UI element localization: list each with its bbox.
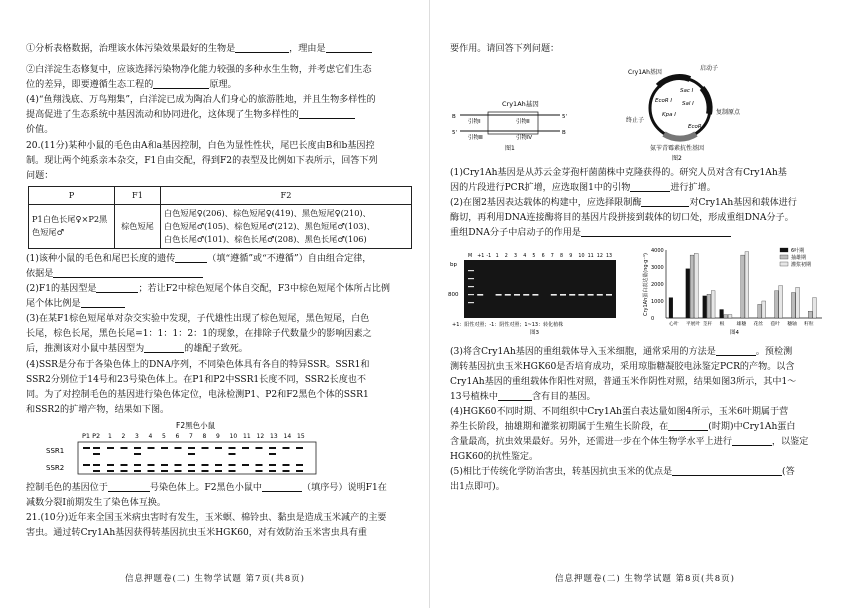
gel-band: [283, 470, 290, 472]
fig4-y-tick-label: 3000: [651, 264, 664, 271]
fig2-label: EcoR Ⅰ: [688, 124, 706, 131]
gel-band: [121, 464, 128, 466]
q20-stem-line: 制。现让两个纯系亲本杂交，F1自由交配，得到F2的表型及比例如下表所示，回答下列: [26, 155, 378, 166]
fig3-band: [560, 294, 566, 296]
answer-blank[interactable]: [153, 78, 209, 89]
answer-blank[interactable]: [53, 267, 203, 278]
answer-blank[interactable]: [299, 108, 355, 119]
fig4-bar: [690, 255, 694, 318]
fig4-bar: [779, 285, 783, 317]
fig4-bar: [758, 304, 762, 318]
answer-blank[interactable]: [235, 42, 289, 53]
text-line: (4)HGK60不同时期、不同组织中Cry1Ah蛋白表达量如图4所示，玉米6叶期属于营: [450, 406, 789, 417]
fig3-lane-label: 5: [532, 253, 536, 259]
text-line: 位的差异，即要遵循生态工程的 原理。: [26, 80, 237, 91]
fig2-plasmid: [626, 64, 741, 162]
fig3-lane-label: M: [468, 253, 473, 259]
fig3-caption: 图3: [530, 329, 539, 336]
fig4-bar: [808, 311, 812, 318]
gel-lane-number: 10: [229, 432, 238, 440]
fig3-lane-label: 2: [504, 253, 508, 259]
fig3-band: [468, 270, 474, 271]
answer-blank[interactable]: [630, 181, 670, 192]
fig2-caption: 图2: [672, 155, 682, 163]
gel-band: [148, 470, 155, 472]
fig1-primer-label: 引物Ⅳ: [516, 135, 533, 142]
gel-band: [121, 470, 128, 472]
fig3-band: [514, 294, 520, 296]
text-line: Cry1Ah基因的重组载体作阳性对照，普通玉米作阴性对照，结果如图3所示，其中1～: [450, 376, 797, 387]
fig1-primer-label: 引物Ⅱ: [516, 119, 530, 126]
gel-band: [107, 464, 114, 466]
figures-1-2-svg: [450, 60, 830, 164]
fig3-band: [588, 294, 594, 296]
fig2-label: 启动子: [700, 65, 719, 73]
fig3-gel: [448, 253, 616, 336]
gel-bands: [83, 447, 303, 472]
text-line: 重组DNA分子中启动子的作用是: [450, 226, 830, 241]
fig3-band: [496, 294, 502, 296]
gel-band: [229, 464, 236, 466]
gel-band: [215, 464, 222, 466]
gel-band: [148, 464, 155, 466]
gel-lane-number: 13: [270, 432, 278, 440]
answer-blank[interactable]: [581, 226, 731, 237]
cell-f2: 白色短尾♀(206)、棕色短尾♀(419)、黑色短尾♀(210)、 白色短尾♂(105)、棕色短尾♂(212)、黑色短尾♂(103)、 白色长尾♂(101)、棕色长尾♂(208)、黑色长尾♂(106): [161, 204, 412, 248]
gel-lane-number: 9: [216, 432, 220, 440]
gel-band: [283, 464, 290, 466]
page-footer-right: 信息押题卷(二) 生物学试题 第8页(共8页): [555, 574, 735, 584]
gel-lane-number: 1: [108, 432, 112, 440]
fig4-caption: 图4: [730, 329, 739, 336]
answer-blank[interactable]: [498, 390, 532, 401]
text-line: 测转基因抗虫玉米HGK60是否培育成功，采用琼脂糖凝胶电泳鉴定PCR的产物。以含: [450, 361, 795, 372]
fig4-legend-swatch: [780, 255, 788, 259]
fig1-end-label: B: [452, 114, 456, 121]
answer-blank[interactable]: [81, 297, 125, 308]
gel-band: [296, 470, 303, 472]
text-line: 依据是: [26, 267, 416, 282]
gel-band: [256, 470, 263, 472]
text-line: 后，推测该对小鼠中基因型为 的雄配子致死。: [26, 344, 248, 355]
fig2-label: Cry1Ah基因: [628, 69, 662, 77]
fig1-primer-label: 引物Ⅰ: [468, 119, 481, 126]
gel-band: [93, 464, 100, 466]
fig3-bp-label: bp: [450, 261, 457, 268]
gel-band: [202, 464, 209, 466]
q19-item1-line: ①分析表格数据，治理该水体污染效果最好的生物是 ，理由是: [26, 42, 416, 57]
gel-band: [229, 447, 236, 449]
text-line: 因的片段进行PCR扩增，应选取图1中的引物 进行扩增。: [450, 183, 716, 194]
text-line: (4)“鱼翔浅底、万鸟翔集”，白洋淀已成为陶冶人们身心的旅游胜地，并且生物多样性的: [26, 95, 376, 106]
gel-band: [188, 453, 195, 455]
gel-band: [161, 447, 168, 449]
fig4-bar: [813, 297, 817, 317]
fig3-band: [597, 294, 603, 296]
text-line: 长尾，棕色长尾，黑色长尾=1：1：1：2：1的现象，在排除子代数量少的影响因素之: [26, 329, 372, 340]
text-line: 提高促进了生态系统中基因流动和协同进化，这体现了生物多样性的: [26, 108, 416, 123]
fig1-end-label: 5': [452, 130, 458, 137]
gel-lane-numbers: [108, 433, 305, 440]
gel-row-ssr1: SSR1: [46, 446, 65, 455]
fig4-category-label: 花丝: [753, 321, 764, 327]
gel-band: [269, 464, 276, 466]
gel-band: [283, 447, 290, 449]
fig3-lane-label: 10: [578, 253, 585, 259]
figures-3-4-svg: [450, 244, 830, 342]
fig3-lane-label: 3: [514, 253, 518, 259]
fig4-bar: [720, 309, 724, 318]
fig3-lane-label: 8: [560, 253, 564, 259]
gel-band: [256, 464, 263, 466]
gel-band: [148, 447, 155, 449]
text-line: 含量最高，抗虫效果最好。另外，还需进一步在个体生物学水平上进行 ，以鉴定: [450, 437, 809, 448]
fig4-bar: [724, 314, 728, 317]
fig3-band: [468, 278, 474, 279]
fig3-band: [532, 294, 538, 296]
table-row: [29, 204, 412, 248]
q20-stem-line: 20.(11分)某种小鼠的毛色由A和a基因控制，白色为显性性状，尾巴长度由B和b基因控: [26, 140, 375, 151]
text-line: 养生长阶段，抽雄期和灌浆初期属于生殖生长阶段，在 (时期)中Cry1Ah蛋白: [450, 422, 796, 433]
fig4-category-label: 平展叶: [685, 321, 701, 327]
gel-band: [188, 447, 195, 449]
fig2-label: EcoR Ⅰ: [655, 98, 673, 105]
gel-band: [229, 470, 236, 472]
fig4-category-label: 籽粒: [804, 321, 814, 327]
fig4-bar-chart: [642, 247, 822, 336]
gel-band: [296, 464, 303, 466]
gel-band: [175, 464, 182, 466]
fig2-label: Sal Ⅰ: [682, 101, 694, 108]
fig3-lane-label: 11: [587, 253, 594, 259]
text-line: (4)SSR是分布于各染色体上的DNA序列，不同染色体具有各自的特异SSR。SSR1和: [26, 359, 370, 370]
gel-row-ssr2: SSR2: [46, 463, 65, 472]
fig3-marker-label: 800: [448, 291, 459, 298]
gel-frame: [78, 442, 316, 474]
text-line: (3)将含Cry1Ah基因的重组载体导入玉米细胞，通常采用的方法是 。预检测: [450, 346, 793, 357]
answer-blank[interactable]: [262, 481, 302, 492]
q21-stem-line: 害虫。通过转Cry1Ah基因获得转基因抗虫玉米HGK60，对有效防治玉米害虫具有重: [26, 528, 368, 539]
fig2-label: 终止子: [626, 117, 645, 125]
gel-band: [175, 470, 182, 472]
fig3-band: [606, 294, 612, 296]
gel-band: [242, 447, 249, 449]
fig3-band: [468, 286, 474, 287]
gel-band: [83, 464, 90, 466]
fig3-lane-label: -1: [486, 253, 492, 259]
text-line: 出1点即可)。: [450, 482, 505, 493]
answer-blank[interactable]: [108, 481, 150, 492]
fig4-legend-label: 6叶期: [791, 247, 805, 254]
right-page: [430, 0, 860, 608]
gel-band: [134, 470, 141, 472]
text-line: 减数分裂Ⅰ前期发生了染色体互换。: [26, 497, 166, 508]
answer-blank[interactable]: [326, 42, 372, 53]
fig4-bar: [728, 314, 732, 317]
fig2-label: 氨苄青霉素抗性基因: [650, 145, 705, 153]
fig4-y-tick-label: 0: [651, 315, 655, 322]
header-f1: F1: [115, 186, 161, 204]
fig4-legend-swatch: [780, 248, 788, 252]
fig3-gel-image: [464, 260, 616, 318]
fig4-category-label: 茎秆: [702, 321, 713, 327]
fig3-lane-label: 12: [596, 253, 603, 259]
gel-band: [161, 464, 168, 466]
fig3-band: [578, 294, 584, 296]
gel-band: [93, 470, 100, 472]
text-line: (5)相比于传统化学防治害虫，转基因抗虫玉米的优点是 (答: [450, 467, 795, 478]
fig4-bar: [686, 268, 690, 317]
gel-parent-labels: P1 P2: [82, 431, 101, 440]
gel-band: [256, 447, 263, 449]
fig4-legend-swatch: [780, 262, 788, 266]
text-line: ②白洋淀生态修复中，应该选择污染物净化能力较强的多种水生生物，并考虑它们生态: [26, 65, 372, 76]
fig4-category-label: 雄穗: [736, 321, 747, 327]
gel-lane-number: 14: [283, 432, 292, 440]
figures-1-2: [450, 60, 830, 164]
text-line: 价值。: [26, 125, 54, 136]
text-line: (2)F1的基因型是 ；若让F2中棕色短尾个体自交配，F3中棕色短尾个体所占比例: [26, 284, 390, 295]
gel-band: [93, 447, 100, 449]
gel-band: [107, 447, 114, 449]
fig4-category-label: 穗轴: [787, 321, 797, 327]
cell-f1: 棕色短尾: [115, 204, 161, 248]
gel-band: [121, 447, 128, 449]
cell-p: P1白色长尾♀×P2黑色短尾♂: [29, 204, 115, 248]
gel-band: [134, 453, 141, 455]
gel-lane-number: 6: [175, 432, 180, 440]
q20-stem-line: 问题：: [26, 170, 54, 181]
gel-band: [215, 447, 222, 449]
fig4-legend-label: 灌浆初期: [791, 261, 812, 268]
answer-blank[interactable]: [641, 196, 689, 207]
answer-blank[interactable]: [175, 252, 207, 263]
fig2-label: 复制原点: [716, 109, 741, 117]
answer-blank[interactable]: [716, 345, 756, 356]
fig3-lane-label: 4: [523, 253, 527, 259]
figures-3-4: [450, 244, 830, 342]
text-line: 13号植株中 含有目的基因。: [450, 391, 596, 402]
right-column: [450, 42, 830, 496]
fig3-band: [477, 294, 483, 296]
text-line: 酶切，再利用DNA连接酶将目的基因片段拼接到载体的切口处，形成重组DNA分子。: [450, 213, 794, 224]
fig3-lane-label: 1: [495, 253, 499, 259]
fig3-lane-label: 9: [569, 253, 573, 259]
gel-band: [229, 453, 236, 455]
ssr-gel-svg: [26, 420, 410, 478]
gel-band: [134, 447, 141, 449]
fig4-bar: [762, 301, 766, 318]
fig4-bar: [791, 292, 795, 318]
fig3-band: [505, 294, 511, 296]
text-line: SSR2分别位于14号和23号染色体上。在P1和P2中SSR1长度不同，SSR2长度也不: [26, 374, 366, 385]
fig1-end-label: B: [562, 130, 566, 137]
text-line: (2)在图2基因表达载体的构建中，应选择限制酶 对Cry1Ah基因和载体进行: [450, 198, 797, 209]
fig4-y-tick-label: 2000: [651, 281, 664, 288]
fig4-category-label: 苞叶: [770, 321, 780, 327]
gel-band: [202, 447, 209, 449]
fig4-bar: [703, 295, 707, 317]
gel-band: [202, 470, 209, 472]
cross-results-table: [28, 186, 412, 249]
fig4-bar: [741, 255, 745, 318]
text-line: 和SSR2的扩增产物，结果如下图。: [26, 404, 170, 415]
gel-band: [188, 470, 195, 472]
fig3-band: [551, 294, 557, 296]
fig4-category-label: 心叶: [669, 321, 679, 327]
gel-lane-number: 15: [297, 432, 305, 440]
answer-blank[interactable]: [96, 282, 138, 293]
gel-band: [93, 453, 100, 455]
gel-title: F2黑色小鼠: [176, 420, 216, 430]
fig4-bar: [694, 253, 698, 318]
fig2-label: Sac Ⅰ: [680, 88, 694, 95]
ssr-gel-figure: [26, 420, 416, 478]
fig3-band: [569, 294, 575, 296]
gel-band: [83, 447, 90, 449]
text-line: 尾个体比例是: [26, 297, 416, 312]
fig2-label: Kpa Ⅰ: [662, 112, 676, 119]
text-line: 要作用。请回答下列问题：: [450, 44, 560, 54]
fig4-category-label: 根: [719, 321, 725, 327]
fig4-y-label: Cry1Ah蛋白表达量(ng·g⁻¹): [643, 252, 649, 316]
fig3-band: [468, 294, 474, 295]
fig4-bar: [796, 287, 800, 318]
fig4-y-tick-label: 4000: [651, 247, 664, 254]
gel-band: [175, 447, 182, 449]
gel-lane-number: 11: [243, 432, 251, 440]
fig1-end-label: 5': [562, 114, 568, 121]
header-p: P: [29, 186, 115, 204]
fig2-ori-segment: [702, 88, 710, 114]
fig3-lane-label: +1: [477, 253, 485, 259]
fig2-gene-segment: [658, 77, 690, 86]
fig4-bar: [745, 251, 749, 317]
fig1-gene-label: Cry1Ah基因: [502, 100, 539, 109]
fig4-bar: [669, 297, 673, 317]
fig3-band: [468, 302, 474, 303]
fig1-caption: 图1: [505, 145, 515, 153]
answer-blank[interactable]: [732, 435, 772, 446]
fig4-bar: [707, 294, 711, 318]
fig3-lane-label: 7: [550, 253, 554, 259]
text-line: HGK60的抗性鉴定。: [450, 452, 539, 463]
table-header-row: [29, 186, 412, 204]
text-line: 同。为了对控制毛色的基因进行染色体定位，电泳检测P1、P2和F2黑色个体的SSR1: [26, 389, 369, 400]
gel-band: [269, 447, 276, 449]
gel-lane-number: 2: [121, 432, 126, 440]
gel-band: [215, 470, 222, 472]
text-line: 控制毛色的基因位于 号染色体上。F2黑色小鼠中 （填序号）说明F1在: [26, 482, 387, 493]
text-line: (1)Cry1Ah基因是从苏云金芽孢杆菌菌株中克隆获得的。研究人员对含有Cry1Ah基: [450, 168, 787, 179]
fig3-note: +1：阳性对照；-1：阴性对照；1~13：转化植株: [452, 321, 564, 328]
gel-band: [188, 464, 195, 466]
gel-band: [107, 470, 114, 472]
gel-lane-number: 7: [189, 432, 193, 440]
gel-lane-number: 12: [256, 432, 265, 440]
gel-band: [269, 453, 276, 455]
fig1-primers: [452, 99, 567, 152]
text-line: (3)在某F1棕色短尾单对杂交实验中发现，子代雄性出现了棕色短尾，黑色短尾，白色: [26, 314, 370, 325]
fig1-primer-label: 引物Ⅲ: [468, 135, 483, 142]
gel-band: [269, 470, 276, 472]
fig4-bar: [775, 290, 779, 317]
answer-blank[interactable]: [144, 342, 184, 353]
answer-blank[interactable]: [668, 420, 708, 431]
gel-lane-number: 8: [202, 432, 207, 440]
q21-stem-line: 21.(10分)近年来全国玉米病虫害时有发生，玉米螟、棉铃虫、黏虫是造成玉米减产的主要: [26, 513, 387, 524]
gel-band: [134, 464, 141, 466]
gel-band: [296, 447, 303, 449]
text-line: (1)该种小鼠的毛色和尾巴长度的遗传 （填“遵循”或“不遵循”）自由组合定律，: [26, 253, 372, 264]
fig4-y-tick-label: 1000: [651, 298, 664, 305]
header-f2: F2: [161, 186, 412, 204]
fig3-lane-label: 6: [541, 253, 545, 259]
gel-lane-number: 4: [148, 432, 153, 440]
gel-lane-number: 3: [135, 432, 139, 440]
gel-band: [161, 470, 168, 472]
fig3-band: [523, 294, 529, 296]
fig3-lane-labels: [468, 253, 612, 259]
fig4-bar: [711, 290, 715, 317]
page-footer-left: 信息押题卷(二) 生物学试题 第7页(共8页): [125, 574, 305, 584]
gel-lane-number: 5: [162, 432, 166, 440]
fig4-legend-label: 抽雄期: [791, 254, 807, 261]
fig2-amp-segment: [664, 134, 696, 139]
left-column: [26, 42, 416, 541]
fig3-lane-label: 13: [606, 253, 613, 259]
gel-band: [242, 464, 249, 466]
answer-blank[interactable]: [672, 465, 782, 476]
